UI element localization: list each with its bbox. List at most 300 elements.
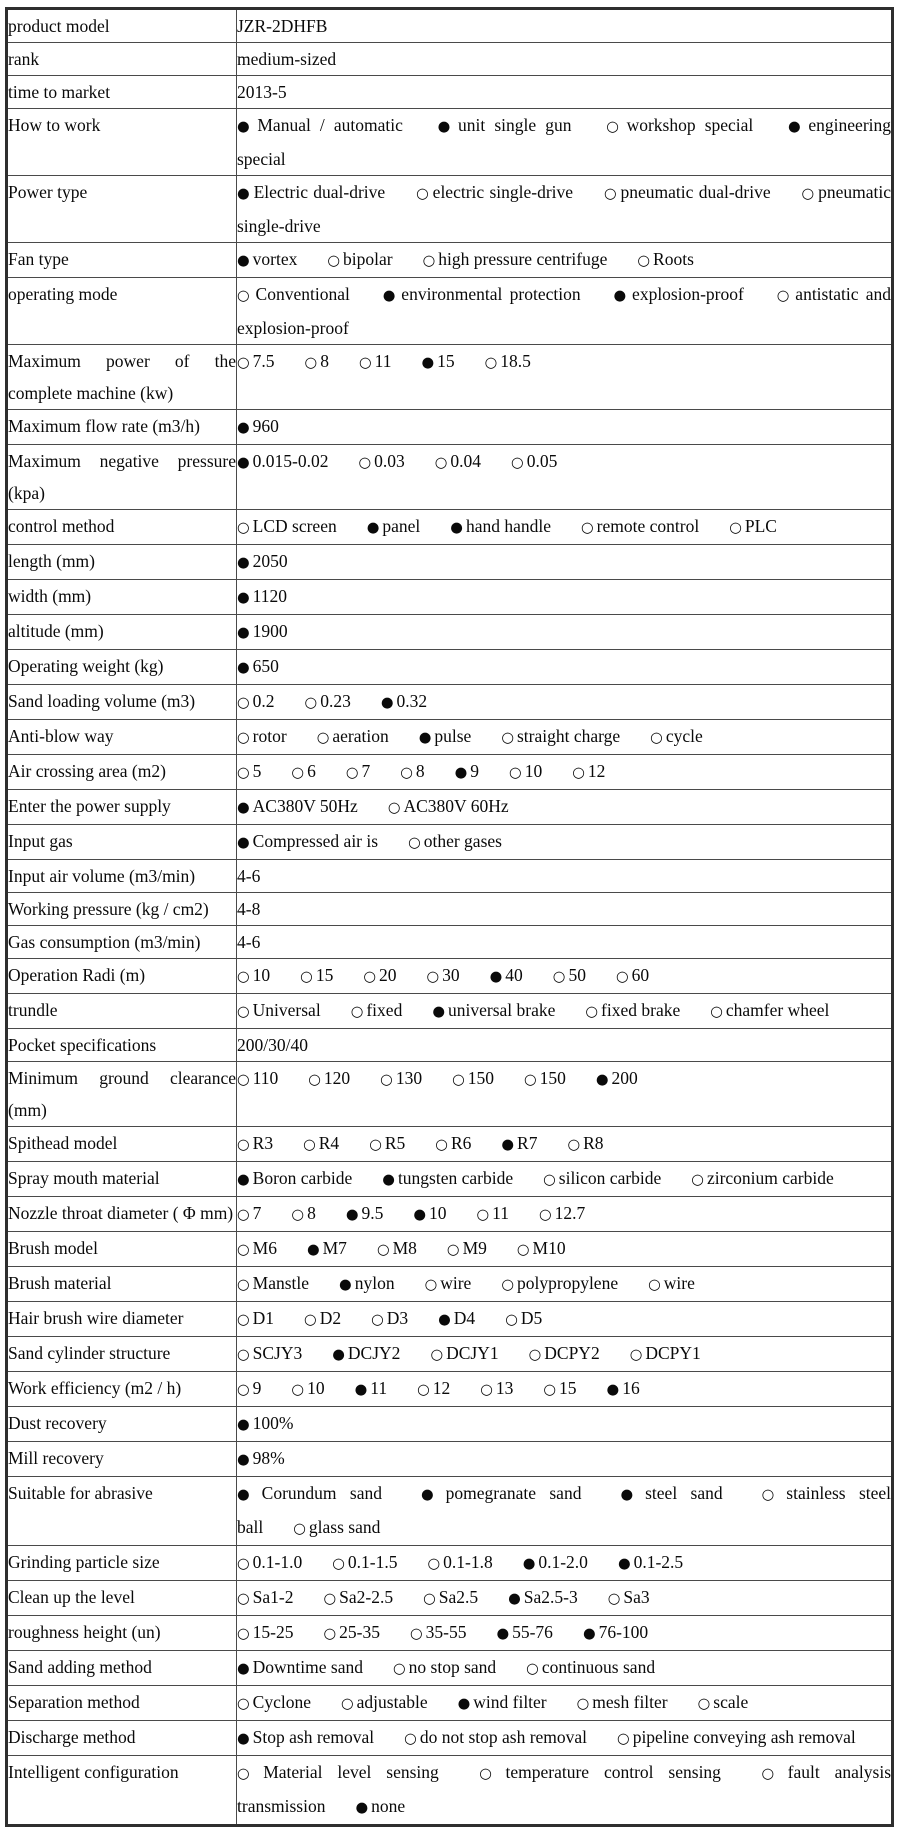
option-label: other gases xyxy=(423,831,502,851)
hollow-radio-icon: ○ xyxy=(308,1072,321,1088)
option-unselected xyxy=(237,1203,261,1223)
filled-radio-icon: ● xyxy=(432,119,455,135)
option-label: wind filter xyxy=(473,1692,547,1712)
option-label: R8 xyxy=(583,1133,604,1153)
option-label: 0.32 xyxy=(396,691,428,711)
table-row xyxy=(7,278,893,345)
row-value xyxy=(237,1029,893,1062)
row-label: width (mm) xyxy=(7,580,237,615)
option-unselected xyxy=(572,761,605,781)
option-label: 16 xyxy=(622,1378,640,1398)
option-label: 2050 xyxy=(252,551,288,571)
option-label: wire xyxy=(663,1273,695,1293)
option-label: D1 xyxy=(252,1308,275,1328)
option-unselected xyxy=(608,1587,650,1607)
hollow-radio-icon: ○ xyxy=(516,1242,530,1258)
hollow-radio-icon: ○ xyxy=(648,1277,661,1293)
hollow-radio-icon: ○ xyxy=(423,1591,436,1607)
option-label: 18.5 xyxy=(500,351,531,371)
row-label: Sand cylinder structure xyxy=(7,1337,237,1372)
hollow-radio-icon: ○ xyxy=(501,1277,514,1293)
option-label: do not stop ash removal xyxy=(419,1727,588,1747)
option-label: fixed xyxy=(366,1000,403,1020)
option-label: Manstle xyxy=(252,1273,310,1293)
row-value xyxy=(237,345,893,410)
filled-radio-icon: ● xyxy=(382,1172,395,1188)
hollow-radio-icon: ○ xyxy=(427,1556,441,1572)
option-unselected xyxy=(410,1622,466,1642)
hollow-radio-icon: ○ xyxy=(750,1766,785,1782)
option-label: explosion-proof xyxy=(632,284,744,304)
hollow-radio-icon: ○ xyxy=(585,1004,599,1020)
option-unselected xyxy=(237,1308,274,1328)
option-unselected xyxy=(237,1587,293,1607)
table-row xyxy=(7,1686,893,1721)
hollow-radio-icon: ○ xyxy=(237,1696,250,1712)
row-label: Suitable for abrasive xyxy=(7,1477,237,1546)
row-label: product model xyxy=(7,9,237,43)
option-label: panel xyxy=(382,516,421,536)
option-unselected xyxy=(425,1273,472,1293)
option-selected xyxy=(237,249,297,269)
hollow-radio-icon: ○ xyxy=(539,1207,552,1223)
option-unselected xyxy=(543,1378,576,1398)
hollow-radio-icon: ○ xyxy=(637,253,651,269)
row-label: Operating weight (kg) xyxy=(7,650,237,685)
option-label: high pressure centrifuge xyxy=(438,249,608,269)
option-unselected xyxy=(341,1692,428,1712)
option-unselected xyxy=(346,761,370,781)
row-value xyxy=(237,545,893,580)
option-selected xyxy=(237,416,279,436)
table-row xyxy=(7,650,893,685)
filled-radio-icon: ● xyxy=(237,455,250,471)
hollow-radio-icon: ○ xyxy=(371,1312,384,1328)
hollow-radio-icon: ○ xyxy=(237,1137,250,1153)
table-row xyxy=(7,790,893,825)
option-label: 10 xyxy=(429,1203,447,1223)
row-value xyxy=(237,43,893,76)
hollow-radio-icon: ○ xyxy=(426,969,440,985)
row-value xyxy=(237,580,893,615)
table-row xyxy=(7,1407,893,1442)
row-value xyxy=(237,1546,893,1581)
row-value xyxy=(237,893,893,926)
option-unselected xyxy=(304,1308,341,1328)
option-label: Stop ash removal xyxy=(252,1727,375,1747)
option-unselected xyxy=(369,1133,405,1153)
hollow-radio-icon: ○ xyxy=(300,969,313,985)
row-label: Power type xyxy=(7,176,237,243)
option-label: electric single-drive xyxy=(432,182,574,202)
option-label: DCPY2 xyxy=(544,1343,600,1363)
option-label: stainless steel ball xyxy=(237,1483,892,1537)
hollow-radio-icon: ○ xyxy=(603,186,618,202)
row-value xyxy=(237,1267,893,1302)
hollow-radio-icon: ○ xyxy=(237,1766,261,1782)
option-label: D5 xyxy=(520,1308,543,1328)
row-label: Maximum negative pressure (kpa) xyxy=(7,445,237,510)
hollow-radio-icon: ○ xyxy=(363,969,376,985)
option-label: 0.1-1.8 xyxy=(443,1552,493,1572)
row-value xyxy=(237,410,893,445)
option-unselected xyxy=(581,516,699,536)
row-value xyxy=(237,1581,893,1616)
hollow-radio-icon: ○ xyxy=(237,1207,250,1223)
filled-radio-icon: ● xyxy=(421,355,435,371)
option-selected xyxy=(237,451,328,471)
option-label: 7 xyxy=(361,761,371,781)
option-label: 8 xyxy=(415,761,425,781)
option-unselected xyxy=(327,249,392,269)
option-label: pomegranate sand xyxy=(445,1483,582,1503)
option-label: 9 xyxy=(470,761,480,781)
table-row xyxy=(7,1756,893,1826)
option-label: 6 xyxy=(307,761,316,781)
option-selected xyxy=(237,831,378,851)
row-value xyxy=(237,1337,893,1372)
row-label: Pocket specifications xyxy=(7,1029,237,1062)
option-selected xyxy=(523,1552,588,1572)
filled-radio-icon: ● xyxy=(237,835,250,851)
option-label: 30 xyxy=(442,965,460,985)
option-label: Material level sensing xyxy=(263,1762,439,1782)
hollow-radio-icon: ○ xyxy=(697,1696,711,1712)
hollow-radio-icon: ○ xyxy=(484,355,498,371)
option-selected xyxy=(382,1168,513,1188)
option-unselected xyxy=(501,1273,618,1293)
hollow-radio-icon: ○ xyxy=(340,1696,354,1712)
hollow-radio-icon: ○ xyxy=(710,1004,723,1020)
option-unselected xyxy=(237,516,337,536)
row-value xyxy=(237,825,893,860)
value-text: 4-6 xyxy=(237,932,261,952)
row-value xyxy=(237,445,893,510)
hollow-radio-icon: ○ xyxy=(526,1661,539,1677)
option-selected xyxy=(332,1343,400,1363)
option-selected xyxy=(413,1203,446,1223)
row-value xyxy=(237,1477,893,1546)
option-unselected xyxy=(332,1552,397,1572)
hollow-radio-icon: ○ xyxy=(304,695,318,711)
option-label: hand handle xyxy=(465,516,551,536)
option-unselected xyxy=(308,1068,350,1088)
option-label: 35-55 xyxy=(425,1622,467,1642)
option-label: 0.04 xyxy=(450,451,482,471)
filled-radio-icon: ● xyxy=(508,1591,521,1607)
row-label: Input gas xyxy=(7,825,237,860)
filled-radio-icon: ● xyxy=(450,520,463,536)
option-label: D4 xyxy=(453,1308,476,1328)
hollow-radio-icon: ○ xyxy=(567,1137,581,1153)
row-value xyxy=(237,9,893,43)
table-row xyxy=(7,410,893,445)
option-label: glass sand xyxy=(308,1517,381,1537)
option-label: fault analysis transmission xyxy=(237,1762,892,1816)
hollow-radio-icon: ○ xyxy=(629,1347,643,1363)
value-text: 2013-5 xyxy=(237,82,287,102)
option-selected xyxy=(433,115,572,135)
option-label: AC380V 50Hz xyxy=(252,796,358,816)
table-row xyxy=(7,345,893,410)
option-selected xyxy=(380,284,581,304)
option-label: 76-100 xyxy=(598,1622,649,1642)
hollow-radio-icon: ○ xyxy=(468,1766,503,1782)
filled-radio-icon: ● xyxy=(783,119,806,135)
hollow-radio-icon: ○ xyxy=(650,730,663,746)
hollow-radio-icon: ○ xyxy=(607,1591,621,1607)
option-label: 150 xyxy=(539,1068,566,1088)
option-unselected xyxy=(469,1762,721,1782)
option-unselected xyxy=(452,1068,494,1088)
hollow-radio-icon: ○ xyxy=(476,1207,490,1223)
option-label: 9 xyxy=(252,1378,262,1398)
hollow-radio-icon: ○ xyxy=(409,1626,423,1642)
hollow-radio-icon: ○ xyxy=(528,1347,542,1363)
table-row xyxy=(7,1267,893,1302)
option-unselected xyxy=(509,761,542,781)
option-label: 15 xyxy=(315,965,334,985)
row-value xyxy=(237,1407,893,1442)
option-selected xyxy=(611,284,744,304)
table-row xyxy=(7,43,893,76)
option-label: continuous sand xyxy=(541,1657,656,1677)
filled-radio-icon: ● xyxy=(237,1487,259,1503)
row-value xyxy=(237,994,893,1029)
hollow-radio-icon: ○ xyxy=(376,1242,390,1258)
table-row xyxy=(7,685,893,720)
row-label: Input air volume (m3/min) xyxy=(7,860,237,893)
table-row xyxy=(7,825,893,860)
option-selected xyxy=(237,796,358,816)
filled-radio-icon: ● xyxy=(237,1417,250,1433)
option-unselected xyxy=(237,1378,261,1398)
hollow-radio-icon: ○ xyxy=(237,969,250,985)
option-label: universal brake xyxy=(447,1000,556,1020)
option-selected xyxy=(367,516,421,536)
option-unselected xyxy=(237,726,287,746)
option-label: 55-76 xyxy=(512,1622,553,1642)
row-label: altitude (mm) xyxy=(7,615,237,650)
filled-radio-icon: ● xyxy=(237,555,250,571)
hollow-radio-icon: ○ xyxy=(572,765,585,781)
row-value xyxy=(237,1651,893,1686)
hollow-radio-icon: ○ xyxy=(323,1591,337,1607)
option-label: DCPY1 xyxy=(645,1343,701,1363)
option-label: remote control xyxy=(596,516,700,536)
option-unselected xyxy=(601,115,753,135)
option-label: 12.7 xyxy=(554,1203,586,1223)
option-unselected xyxy=(305,351,329,371)
option-label: 15 xyxy=(559,1378,577,1398)
option-label: 20 xyxy=(378,965,397,985)
option-label: 0.23 xyxy=(320,691,351,711)
table-row xyxy=(7,1302,893,1337)
option-label: 7 xyxy=(252,1203,262,1223)
row-value xyxy=(237,1756,893,1826)
value-text: 4-8 xyxy=(237,899,261,919)
table-row xyxy=(7,1651,893,1686)
option-unselected xyxy=(526,1657,655,1677)
option-unselected xyxy=(648,1273,695,1293)
row-value xyxy=(237,1686,893,1721)
option-label: Corundum sand xyxy=(261,1483,382,1503)
table-row xyxy=(7,1197,893,1232)
hollow-radio-icon: ○ xyxy=(327,253,341,269)
option-selected xyxy=(237,182,385,202)
option-label: 98% xyxy=(252,1448,285,1468)
filled-radio-icon: ● xyxy=(237,660,250,676)
value-text: 4-6 xyxy=(237,866,261,886)
row-value xyxy=(237,1302,893,1337)
option-selected xyxy=(355,1796,405,1816)
option-unselected xyxy=(517,1238,566,1258)
row-value xyxy=(237,1232,893,1267)
option-label: aeration xyxy=(332,726,389,746)
hollow-radio-icon: ○ xyxy=(237,765,250,781)
option-unselected xyxy=(300,965,333,985)
hollow-radio-icon: ○ xyxy=(304,355,318,371)
row-label: Sand loading volume (m3) xyxy=(7,685,237,720)
option-label: zirconium carbide xyxy=(706,1168,834,1188)
row-value xyxy=(237,615,893,650)
hollow-radio-icon: ○ xyxy=(552,969,566,985)
table-row xyxy=(7,720,893,755)
hollow-radio-icon: ○ xyxy=(615,969,629,985)
row-label: Sand adding method xyxy=(7,1651,237,1686)
hollow-radio-icon: ○ xyxy=(237,1347,250,1363)
option-unselected xyxy=(237,1238,277,1258)
filled-radio-icon: ● xyxy=(237,186,251,202)
filled-radio-icon: ● xyxy=(489,969,503,985)
option-label: SCJY3 xyxy=(252,1343,303,1363)
option-label: 960 xyxy=(252,416,279,436)
option-unselected xyxy=(585,1000,680,1020)
option-unselected xyxy=(435,1133,471,1153)
option-selected xyxy=(455,761,479,781)
filled-radio-icon: ● xyxy=(610,288,630,304)
option-label: engineering special xyxy=(237,115,892,169)
option-unselected xyxy=(408,831,502,851)
option-unselected xyxy=(323,1587,393,1607)
option-unselected xyxy=(630,1343,701,1363)
option-label: polypropylene xyxy=(517,1273,619,1293)
filled-radio-icon: ● xyxy=(411,1487,443,1503)
filled-radio-icon: ● xyxy=(237,253,250,269)
row-value xyxy=(237,1197,893,1232)
option-selected xyxy=(381,691,427,711)
hollow-radio-icon: ○ xyxy=(446,1242,460,1258)
option-label: cycle xyxy=(665,726,703,746)
hollow-radio-icon: ○ xyxy=(581,520,594,536)
hollow-radio-icon: ○ xyxy=(237,1591,250,1607)
option-label: R3 xyxy=(252,1133,274,1153)
option-unselected xyxy=(524,1068,566,1088)
option-unselected xyxy=(291,1203,315,1223)
row-value xyxy=(237,959,893,994)
hollow-radio-icon: ○ xyxy=(480,1382,493,1398)
row-label: operating mode xyxy=(7,278,237,345)
option-selected xyxy=(237,586,287,606)
row-value xyxy=(237,650,893,685)
option-label: 10 xyxy=(307,1378,325,1398)
table-row xyxy=(7,243,893,278)
option-unselected xyxy=(415,182,573,202)
option-label: Downtime sand xyxy=(252,1657,363,1677)
option-selected xyxy=(438,1308,475,1328)
option-unselected xyxy=(480,1378,513,1398)
table-row xyxy=(7,1062,893,1127)
hollow-radio-icon: ○ xyxy=(237,1312,250,1328)
row-value xyxy=(237,790,893,825)
row-label: Maximum power of the complete machine (kw) xyxy=(7,345,237,410)
table-row xyxy=(7,994,893,1029)
option-label: M8 xyxy=(392,1238,417,1258)
option-unselected xyxy=(477,1203,510,1223)
option-unselected xyxy=(539,1203,585,1223)
option-unselected xyxy=(435,451,481,471)
row-value xyxy=(237,1372,893,1407)
option-unselected xyxy=(237,691,275,711)
row-label: Operation Radi (m) xyxy=(7,959,237,994)
option-label: silicon carbide xyxy=(558,1168,662,1188)
option-label: 0.015-0.02 xyxy=(252,451,329,471)
option-unselected xyxy=(430,1343,498,1363)
hollow-radio-icon: ○ xyxy=(387,800,401,816)
hollow-radio-icon: ○ xyxy=(237,1556,250,1572)
option-unselected xyxy=(404,1727,587,1747)
option-selected xyxy=(490,965,523,985)
hollow-radio-icon: ○ xyxy=(417,1382,430,1398)
option-label: 110 xyxy=(252,1068,279,1088)
hollow-radio-icon: ○ xyxy=(237,1072,250,1088)
option-label: DCJY2 xyxy=(347,1343,401,1363)
row-value xyxy=(237,176,893,243)
row-value xyxy=(237,76,893,109)
option-unselected xyxy=(237,1692,311,1712)
option-unselected xyxy=(423,249,608,269)
table-row xyxy=(7,1232,893,1267)
option-label: D2 xyxy=(319,1308,342,1328)
option-unselected xyxy=(293,1517,380,1537)
option-label: chamfer wheel xyxy=(725,1000,830,1020)
option-unselected xyxy=(237,1068,278,1088)
option-unselected xyxy=(691,1168,833,1188)
filled-radio-icon: ● xyxy=(237,800,250,816)
option-label: vortex xyxy=(252,249,298,269)
hollow-radio-icon: ○ xyxy=(543,1382,557,1398)
row-label: Separation method xyxy=(7,1686,237,1721)
option-label: scale xyxy=(713,1692,749,1712)
hollow-radio-icon: ○ xyxy=(291,1382,305,1398)
option-unselected xyxy=(237,1273,309,1293)
option-label: 0.03 xyxy=(374,451,405,471)
option-unselected xyxy=(237,1622,293,1642)
option-label: Sa2.5 xyxy=(438,1587,479,1607)
option-label: 9.5 xyxy=(361,1203,384,1223)
row-value xyxy=(237,1162,893,1197)
filled-radio-icon: ● xyxy=(617,1556,631,1572)
option-label: rotor xyxy=(252,726,287,746)
option-label: temperature control sensing xyxy=(505,1762,721,1782)
row-label: How to work xyxy=(7,109,237,176)
filled-radio-icon: ● xyxy=(237,590,250,606)
option-label: 8 xyxy=(320,351,329,371)
option-unselected xyxy=(237,965,270,985)
table-row xyxy=(7,76,893,109)
row-label: Brush model xyxy=(7,1232,237,1267)
row-label: Intelligent configuration xyxy=(7,1756,237,1826)
